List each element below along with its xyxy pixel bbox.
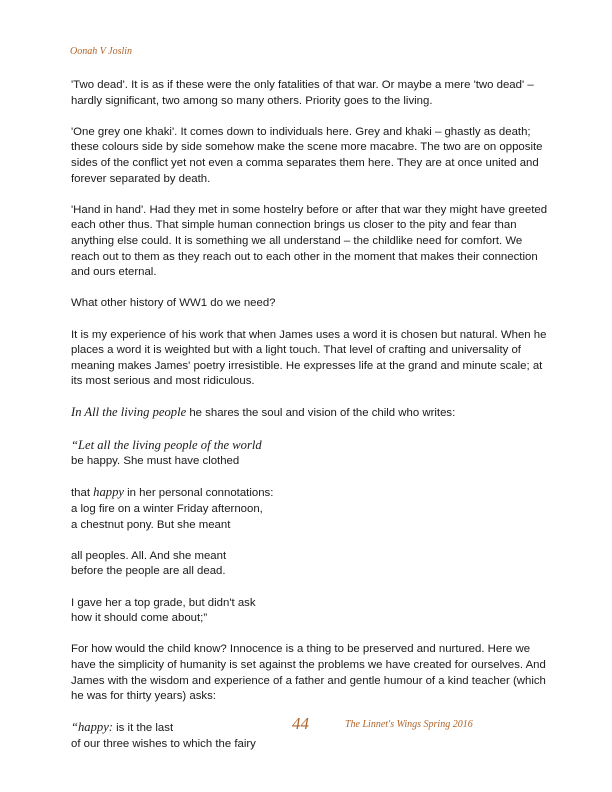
poem-line: I gave her a top grade, but didn't ask — [71, 596, 256, 609]
paragraph: For how would the child know? Innocence is a thing to be preserved and nurtured. Here we have the simplicity of humanity is set against the problems we have created for ourselves. And James with the wisdom and experience of a father and gentle humour of a kind teacher (which he was for thirty years) asks: — [71, 643, 546, 703]
publication-footer: The Linnet's Wings Spring 2016 — [345, 719, 473, 730]
poem-line-start: “happy: — [71, 720, 113, 735]
poem-line: a chestnut pony. But she meant — [71, 518, 231, 531]
paragraph: What other history of WW1 do we need? — [71, 297, 276, 310]
poem-line: a log fire on a winter Friday afternoon, — [71, 503, 263, 516]
poem-line-part: in her personal connotations: — [123, 487, 274, 500]
poem-line: how it should come about;” — [71, 612, 208, 625]
paragraph-text: he shares the soul and vision of the child who writes: — [186, 407, 456, 420]
poem-line: all peoples. All. And she meant — [71, 549, 227, 562]
poem-stanza — [71, 596, 551, 627]
poem-stanza — [71, 549, 551, 580]
poem-line: be happy. She must have clothed — [71, 455, 240, 468]
poem-stanza — [71, 720, 551, 752]
paragraph: 'One grey one khaki'. It comes down to individuals here. Grey and khaki – ghastly as death; these colours side by side somehow make the scene more macabre. The two are on opposite sides of the conflict yet not even a comma separates them here. They are at once united and forever separated by death. — [71, 125, 543, 185]
page-number: 44 — [292, 714, 309, 733]
poem-line: “Let all the living people of the world — [71, 437, 262, 452]
poem-stanza — [71, 438, 551, 470]
paragraph-intro-quote — [71, 405, 551, 422]
poem-emphasis: happy — [93, 485, 124, 500]
poem-line: of our three wishes to which the fairy — [71, 737, 256, 750]
poem-line-part: is it the last — [112, 722, 174, 735]
poem-line-part: that — [71, 487, 94, 500]
poem-stanza — [71, 485, 551, 533]
paragraph: It is my experience of his work that when James uses a word it is chosen but natural. When he places a word it is weighted but with a light touch. That level of crafting and universality of meaning makes James' poetry irresistible. He expresses life at the grand and minute scale; at its most serious and most ridiculous. — [71, 328, 547, 388]
poem-line: before the people are all dead. — [71, 565, 226, 578]
running-header-author: Oonah V Joslin — [70, 46, 133, 57]
poem-title: In All the living people — [71, 405, 187, 420]
paragraph: 'Hand in hand'. Had they met in some hostelry before or after that war they might have greeted each other thus. That simple human connection brings us closer to the pity and fear than anything else could. It is something we all understand – the childlike need for comfort. We reach out to them as they reach out to each other in the moment that makes their connection and ours eternal. — [71, 203, 548, 279]
article-body — [71, 78, 551, 768]
paragraph: 'Two dead'. It is as if these were the only fatalities of that war. Or maybe a mere 'two dead' – hardly significant, two among so many others. Priority goes to the living. — [71, 79, 534, 107]
